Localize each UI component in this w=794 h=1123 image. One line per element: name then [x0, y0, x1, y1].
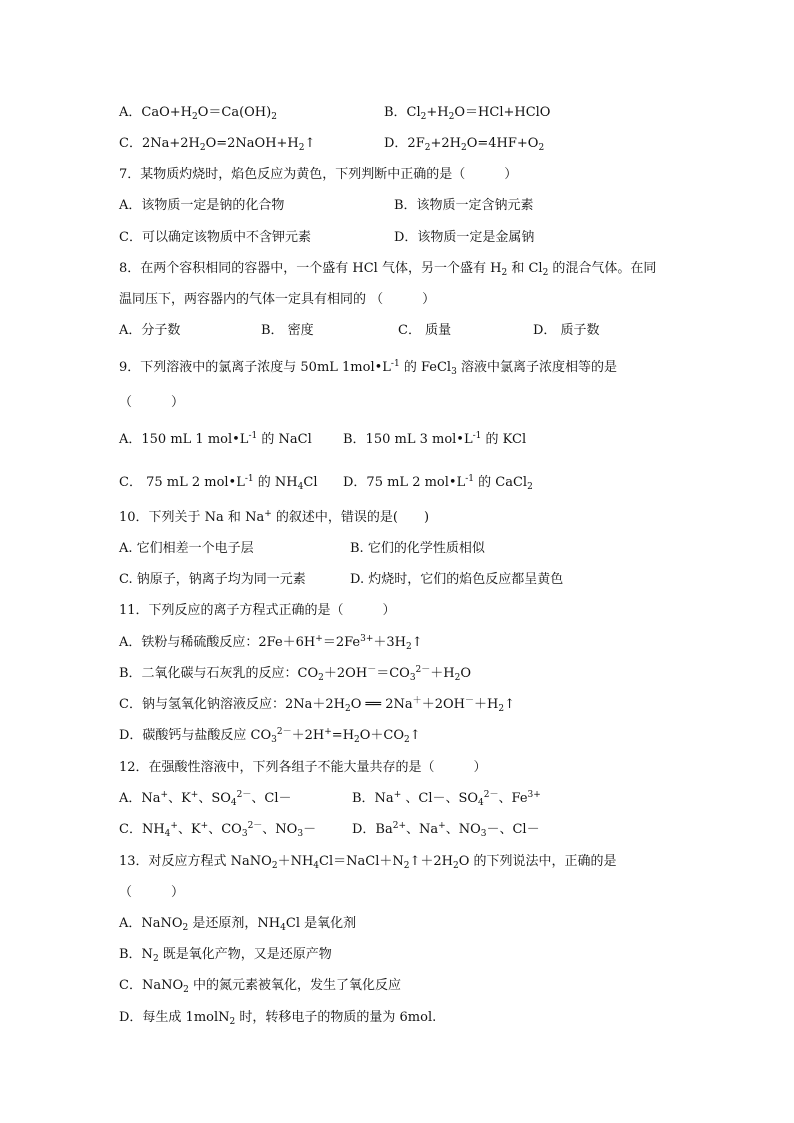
q13-option-a: A．NaNO$_2$ 是还原剂，$NH_4Cl$ 是氧化剂 — [119, 916, 357, 933]
q6-option-d: D．$2F_2+2H_2O=4HF+O_2$ — [384, 136, 545, 153]
q10-option-d: D. 灼烧时，它们的焰色反应都呈黄色 — [350, 572, 564, 587]
q8-stem-line2: 温同压下，两容器内的气体一定具有相同的 （ ） — [119, 292, 436, 307]
q10-option-b: B. 它们的化学性质相似 — [350, 541, 485, 556]
q7-option-a: A．该物质一定是钠的化合物 — [119, 198, 285, 213]
q7-option-d: D．该物质一定是金属钠 — [394, 230, 535, 245]
q12-option-c: C．$NH_4^+$、K+、$CO_3^{2-}$、$NO_3-$ — [119, 821, 317, 839]
q7-option-c: C．可以确定该物质中不含钾元素 — [119, 230, 311, 245]
q7-stem: 7．某物质灼烧时，焰色反应为黄色，下列判断中正确的是（ ） — [119, 167, 518, 182]
q7-option-b: B．该物质一定含钠元素 — [394, 198, 534, 213]
q9-option-c: C． 75 mL 2 $mol•L^{-1}$ 的 $NH_4Cl$ — [119, 474, 318, 492]
q13-stem-line2: （ ） — [119, 885, 185, 900]
q12-option-d: D．$Ba^{2+}$、Na+、$NO_3-$、Cl－ — [352, 821, 540, 839]
q13-stem-line1: 13．对反应方程式 $NaNO_2+NH_4Cl=NaCl+N_2↑+2H_2O$ 的下列说法中，正确的是 — [119, 854, 617, 871]
q10-stem: 10．下列关于 Na 和 Na+ 的叙述中，错误的是( ) — [119, 509, 430, 525]
q10-option-c: C. 钠原子，钠离子均为同一元素 — [119, 572, 306, 587]
q13-option-b: B．$N_2$ 既是氧化产物，又是还原产物 — [119, 947, 332, 964]
q11-option-c: C．钠与氢氧化钠溶液反应：$2Na+2H_2O$ ══ $2Na^++2OH^-+H_2↑$ — [119, 696, 515, 714]
q11-option-a: A．铁粉与稀硫酸反应：$2Fe+6H^+=2Fe^{3+}+3H_2↑$ — [119, 634, 423, 652]
q9-option-d: D．75 mL 2 $mol•L^{-1}$ 的 CaCl$_2$ — [343, 474, 533, 492]
q12-option-a: A．Na+、K+、$SO_4^{2-}$、Cl－ — [119, 790, 292, 808]
q6-option-a: A．$CaO+H_2O=Ca(OH)_2$ — [119, 105, 277, 122]
q11-option-d: D．碳酸钙与盐酸反应 $CO_3^{2-}+2H^+=H_2O+CO_2↑$ — [119, 727, 421, 745]
q13-option-c: C．NaNO$_2$ 中的氮元素被氧化，发生了氧化反应 — [119, 978, 401, 995]
q6-option-b: B．$Cl_2+H_2O=HCl+HClO$ — [384, 105, 551, 122]
q10-option-a: A. 它们相差一个电子层 — [119, 541, 254, 556]
q12-stem: 12．在强酸性溶液中，下列各组子不能大量共存的是（ ） — [119, 760, 487, 775]
q13-option-d: D．每生成 1molN$_2$ 时，转移电子的物质的量为 6mol. — [119, 1010, 437, 1027]
q11-stem: 11．下列反应的离子方程式正确的是（ ） — [119, 603, 396, 618]
q8-option-d: D． 质子数 — [533, 323, 600, 338]
q9-option-a: A．150 mL 1 $mol•L^{-1}$ 的 NaCl — [119, 431, 312, 447]
q9-stem-line2: （ ） — [119, 395, 185, 410]
q8-stem-line1: 8．在两个容积相同的容器中，一个盛有 HCl 气体，另一个盛有 $H_2$ 和 $Cl_2$ 的混合气体。在同 — [119, 261, 657, 278]
q8-option-a: A．分子数 — [119, 323, 181, 338]
q8-option-b: B． 密度 — [261, 323, 314, 338]
q6-option-c: C．$2Na+2H_2O=2NaOH+H_2↑$ — [119, 136, 316, 153]
q9-stem-line1: 9．下列溶液中的氯离子浓度与 50mL $1mol•L^{-1}$ 的 FeCl$_3$ 溶液中氯离子浓度相等的是 — [119, 359, 617, 377]
q12-option-b: B．Na+ 、Cl－、$SO_4^{2-}$、$Fe^{3+}$ — [352, 790, 541, 808]
q9-option-b: B．150 mL 3 $mol•L^{-1}$ 的 KCl — [343, 431, 527, 447]
q8-option-c: C． 质量 — [398, 323, 452, 338]
q11-option-b: B．二氧化碳与石灰乳的反应：$CO_2+2OH^-=CO_3^{2-}+H_2O$ — [119, 665, 472, 683]
